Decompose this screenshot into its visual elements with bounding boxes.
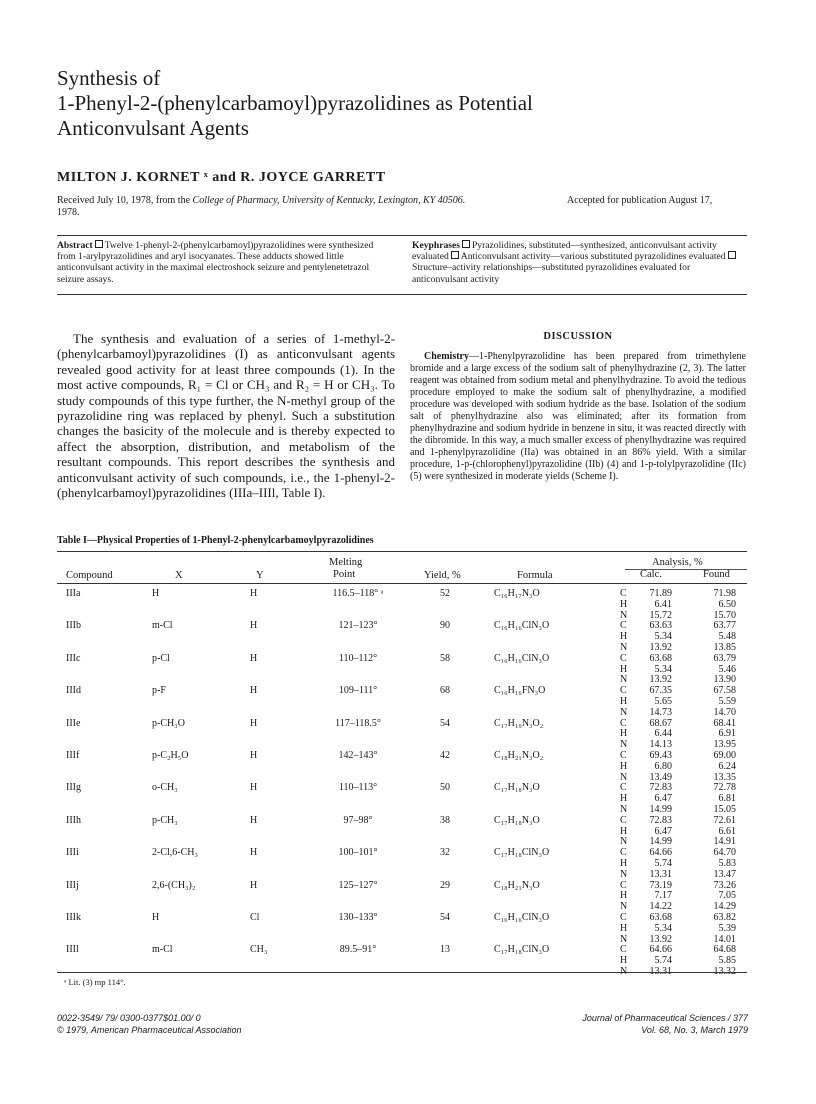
cell-y: H bbox=[250, 685, 258, 697]
cell-found: 13.95 bbox=[713, 739, 736, 751]
cell-x: p-Cl bbox=[152, 652, 170, 664]
cell-calc: 5.74 bbox=[654, 955, 672, 967]
cell-yield: 54 bbox=[440, 912, 450, 923]
cell-calc: 67.35 bbox=[649, 685, 672, 697]
cell-found: 6.61 bbox=[718, 825, 736, 837]
cell-calc: 64.66 bbox=[649, 847, 672, 859]
cell-calc: 14.99 bbox=[649, 804, 672, 815]
cell-x: 2-Cl,6-CH₃ bbox=[152, 847, 198, 859]
cell-calc: 63.63 bbox=[649, 620, 672, 632]
cell-calc: 68.67 bbox=[649, 717, 672, 729]
cell-yield: 29 bbox=[440, 879, 450, 891]
cell-compound: IIIl bbox=[66, 944, 79, 956]
footer-left bbox=[57, 1012, 242, 1036]
cell-found: 5.83 bbox=[718, 858, 736, 869]
cell-y: H bbox=[250, 847, 258, 859]
cell-x: H bbox=[152, 588, 160, 599]
cell-found: 63.77 bbox=[713, 620, 736, 632]
cell-element: C bbox=[620, 944, 627, 956]
cell-element: N bbox=[620, 933, 628, 945]
cell-formula: C₁₆H₁₆ClN₃O bbox=[494, 912, 550, 923]
cell-calc: 72.83 bbox=[649, 814, 672, 826]
col-header-calc: Calc. bbox=[640, 569, 662, 580]
cell-found: 6.24 bbox=[718, 760, 736, 772]
cell-calc: 14.73 bbox=[649, 706, 672, 718]
cell-element: H bbox=[620, 696, 628, 707]
cell-found: 7.05 bbox=[718, 890, 736, 902]
cell-found: 5.59 bbox=[718, 696, 736, 707]
square-bullet-icon bbox=[462, 240, 470, 248]
received-year: 1978. bbox=[57, 207, 80, 218]
cell-compound: IIIi bbox=[66, 847, 79, 859]
cell-element: N bbox=[620, 804, 628, 815]
cell-yield: 68 bbox=[440, 685, 450, 697]
cell-calc: 5.34 bbox=[654, 663, 672, 675]
cell-found: 63.79 bbox=[713, 652, 736, 664]
cell-found: 5.39 bbox=[718, 922, 736, 934]
square-bullet-icon bbox=[728, 251, 736, 259]
cell-element: C bbox=[620, 717, 627, 729]
cell-found: 68.41 bbox=[713, 717, 736, 729]
cell-calc: 6.47 bbox=[654, 793, 672, 805]
title-line-2: 1-Phenyl-2-(phenylcarbamoyl)pyrazolidines as Potential bbox=[57, 91, 533, 115]
cell-found: 5.46 bbox=[718, 663, 736, 675]
cell-x: 2,6-(CH₃)₂ bbox=[152, 879, 196, 891]
cell-yield: 50 bbox=[440, 782, 450, 794]
cell-element: N bbox=[620, 901, 628, 913]
cell-compound: IIIf bbox=[66, 750, 80, 761]
cell-found: 72.78 bbox=[713, 782, 736, 794]
cell-element: H bbox=[620, 631, 628, 643]
col-header-found: Found bbox=[703, 569, 730, 580]
cell-compound: IIId bbox=[66, 685, 81, 697]
square-bullet-icon bbox=[451, 251, 459, 259]
intro-paragraph: The synthesis and evaluation of a series of 1-methyl-2-(phenylcarbamoyl)pyrazolidines (I) as anticonvulsant agents revealed good activity for at least three compounds (1). In the most active compounds, R₁ = Cl or CH₃ and R₂ = H or CH₃. To study compounds of this type further, the N-methyl group of the pyrazolidine ring was replaced by phenyl. Such a substitution changes the basicity of the molecule and is thereby expected to affect the absorption, distribution, and metabolism of the resultant compounds. This report describes the synthesis and anticonvulsant activity of such compounds, i.e., the 1-phenyl-2-(phenylcarbamoyl)pyrazolidines (IIIa–IIIl, Table I). bbox=[57, 331, 395, 501]
cell-found: 14.29 bbox=[713, 901, 736, 913]
abstract bbox=[57, 240, 392, 285]
cell-found: 63.82 bbox=[713, 912, 736, 923]
cell-found: 13.85 bbox=[713, 642, 736, 653]
cell-element: N bbox=[620, 966, 628, 977]
cell-element: N bbox=[620, 836, 628, 848]
keyphrases bbox=[412, 240, 747, 285]
cell-yield: 32 bbox=[440, 847, 450, 859]
cell-element: H bbox=[620, 793, 628, 805]
col-header-melting: Melting bbox=[329, 557, 363, 568]
discussion-text: —1-Phenylpyrazolidine has been prepared from trimethylene bromide and a large excess of the sodium salt of phenylhydrazine (2, 3). The latter reagent was obtained from sodium metal and phenylhydrazine. To avoid the tedious procedure employed to make the sodium salt of phenylhydrazine, a modified procedure was developed with sodium hydride as the base. Isolation of the sodium salt of phenylhydrazine also was eliminated; after its formation from phenylhydrazine and sodium hydride in benzene in situ, it was reacted directly with the dibromide. In this way, a much smaller excess of phenylhydrazine was required and 1-phenylpyrazolidine (IIa) was obtained in an 86% yield. With a similar procedure, 1-p-(chlorophenyl)pyrazolidine (IIb) (4) and 1-p-tolylpyrazolidine (IIc) (5) were synthesized in moderate yields (Scheme I). bbox=[410, 351, 746, 482]
cell-found: 13.47 bbox=[713, 868, 736, 880]
cell-yield: 54 bbox=[440, 717, 450, 729]
cell-formula: C₁₇H₁₈N₃O bbox=[494, 782, 540, 794]
table-header-rule bbox=[57, 583, 747, 584]
cell-formula: C₁₈H₂₁N₃O bbox=[494, 879, 540, 891]
cell-formula: C₁₇H₁₈ClN₃O bbox=[494, 944, 550, 956]
cell-found: 69.00 bbox=[713, 750, 736, 761]
cell-melting-point: 130–133° bbox=[338, 912, 378, 923]
cell-compound: IIIg bbox=[66, 782, 81, 794]
cell-calc: 13.31 bbox=[649, 868, 672, 880]
cell-yield: 90 bbox=[440, 620, 450, 632]
col-header-y: Y bbox=[256, 570, 264, 581]
cell-found: 6.81 bbox=[718, 793, 736, 805]
cell-compound: IIIe bbox=[66, 717, 81, 729]
received-prefix: Received July 10, 1978, from the bbox=[57, 195, 193, 206]
cell-formula: C₁₆H₁₆ClN₃O bbox=[494, 620, 550, 632]
cell-melting-point: 97–98° bbox=[343, 814, 373, 826]
cell-found: 67.58 bbox=[713, 685, 736, 697]
cell-melting-point: 121–123° bbox=[338, 620, 378, 632]
cell-y: H bbox=[250, 782, 258, 794]
cell-calc: 13.92 bbox=[649, 933, 672, 945]
footer-copyright: © 1979, American Pharmaceutical Association bbox=[57, 1025, 242, 1035]
cell-calc: 64.66 bbox=[649, 944, 672, 956]
cell-element: C bbox=[620, 814, 627, 826]
cell-calc: 6.41 bbox=[654, 598, 672, 610]
abstract-text: Twelve 1-phenyl-2-(phenylcarbamoyl)pyrazolidines were synthesized from 1-arylpyrazolidines and aryl isocyanates. These adducts showed little anticonvulsant activity in the maximal electroshock seizure and pentylenetetrazol seizure assays. bbox=[57, 240, 374, 285]
cell-compound: IIIk bbox=[66, 912, 81, 923]
square-bullet-icon bbox=[95, 240, 103, 248]
col-header-x: X bbox=[175, 570, 183, 581]
cell-yield: 38 bbox=[440, 814, 450, 826]
cell-y: CH₃ bbox=[250, 944, 268, 956]
cell-found: 14.70 bbox=[713, 706, 736, 718]
cell-element: C bbox=[620, 652, 627, 664]
cell-formula: C₁₆H₁₆FN₃O bbox=[494, 685, 546, 697]
table-footnote: ᵃ Lit. (3) mp 114°. bbox=[64, 977, 126, 987]
col-header-point: Point bbox=[333, 569, 356, 580]
cell-yield: 42 bbox=[440, 750, 450, 761]
cell-element: H bbox=[620, 858, 628, 869]
cell-yield: 52 bbox=[440, 588, 450, 599]
cell-element: C bbox=[620, 879, 627, 891]
cell-compound: IIIj bbox=[66, 879, 79, 891]
cell-element: H bbox=[620, 728, 628, 740]
cell-found: 71.98 bbox=[713, 588, 736, 599]
table-bottom-rule bbox=[57, 972, 747, 973]
accepted-note: Accepted for publication August 17, bbox=[567, 195, 713, 206]
received-note bbox=[57, 195, 747, 219]
cell-yield: 13 bbox=[440, 944, 450, 956]
cell-element: N bbox=[620, 771, 628, 783]
cell-calc: 13.31 bbox=[649, 966, 672, 977]
cell-x: o-CH₃ bbox=[152, 782, 178, 794]
cell-calc: 5.65 bbox=[654, 696, 672, 707]
keyphrase-1: Pyrazolidines, substituted—synthesized, anticonvulsant activity evaluated bbox=[412, 240, 717, 263]
cell-element: H bbox=[620, 955, 628, 967]
cell-compound: IIIa bbox=[66, 588, 81, 599]
affiliation: College of Pharmacy, University of Kentucky, Lexington, KY 40506. bbox=[192, 195, 466, 206]
cell-calc: 63.68 bbox=[649, 652, 672, 664]
cell-calc: 72.83 bbox=[649, 782, 672, 794]
cell-calc: 13.92 bbox=[649, 674, 672, 686]
cell-formula: C₁₆H₁₆ClN₃O bbox=[494, 652, 550, 664]
cell-x: m-Cl bbox=[152, 620, 173, 632]
cell-x: p-C₂H₅O bbox=[152, 750, 189, 761]
cell-melting-point: 100–101° bbox=[338, 847, 378, 859]
cell-element: N bbox=[620, 706, 628, 718]
cell-element: C bbox=[620, 847, 627, 859]
keyphrase-3: Structure–activity relationships—substituted pyrazolidines evaluated for anticonvulsant activity bbox=[412, 262, 691, 285]
abstract-bottom-rule bbox=[57, 294, 747, 295]
cell-melting-point: 117–118.5° bbox=[335, 717, 381, 729]
cell-calc: 7.17 bbox=[654, 890, 672, 902]
cell-calc: 71.89 bbox=[649, 588, 672, 599]
cell-element: N bbox=[620, 674, 628, 686]
footer-issn: 0022-3549/ 79/ 0300-0377$01.00/ 0 bbox=[57, 1013, 201, 1023]
cell-found: 14.01 bbox=[713, 933, 736, 945]
cell-calc: 6.44 bbox=[654, 728, 672, 740]
col-header-formula: Formula bbox=[517, 570, 553, 581]
cell-found: 5.85 bbox=[718, 955, 736, 967]
cell-x: p-CH₃ bbox=[152, 814, 178, 826]
cell-y: H bbox=[250, 588, 258, 599]
cell-element: C bbox=[620, 620, 627, 632]
cell-x: p-F bbox=[152, 685, 166, 697]
cell-formula: C₁₇H₁₈ClN₃O bbox=[494, 847, 550, 859]
cell-element: C bbox=[620, 912, 627, 923]
cell-found: 73.26 bbox=[713, 879, 736, 891]
cell-element: C bbox=[620, 588, 627, 599]
cell-calc: 14.99 bbox=[649, 836, 672, 848]
cell-calc: 6.47 bbox=[654, 825, 672, 837]
cell-element: C bbox=[620, 750, 627, 761]
footer-journal: Journal of Pharmaceutical Sciences / 377 bbox=[582, 1013, 748, 1023]
cell-calc: 13.92 bbox=[649, 642, 672, 653]
discussion-heading: DISCUSSION bbox=[543, 331, 613, 342]
cell-x: m-Cl bbox=[152, 944, 173, 956]
col-header-analysis: Analysis, % bbox=[652, 557, 703, 568]
cell-y: H bbox=[250, 717, 258, 729]
cell-found: 6.50 bbox=[718, 598, 736, 610]
cell-found: 72.61 bbox=[713, 814, 736, 826]
cell-melting-point: 110–112° bbox=[338, 652, 378, 664]
cell-y: H bbox=[250, 814, 258, 826]
cell-found: 13.90 bbox=[713, 674, 736, 686]
cell-calc: 73.19 bbox=[649, 879, 672, 891]
cell-calc: 5.34 bbox=[654, 631, 672, 643]
cell-y: H bbox=[250, 620, 258, 632]
cell-found: 15.70 bbox=[713, 609, 736, 621]
title-line-3: Anticonvulsant Agents bbox=[57, 116, 249, 140]
cell-compound: IIIh bbox=[66, 814, 81, 826]
cell-found: 15.05 bbox=[713, 804, 736, 815]
footer-right bbox=[548, 1012, 748, 1036]
cell-calc: 6.80 bbox=[654, 760, 672, 772]
cell-found: 14.91 bbox=[713, 836, 736, 848]
footer-volume: Vol. 68, No. 3, March 1979 bbox=[641, 1025, 748, 1035]
cell-element: N bbox=[620, 868, 628, 880]
cell-x: H bbox=[152, 912, 160, 923]
discussion-paragraph bbox=[410, 351, 746, 483]
cell-formula: C₁₇H₁₈N₃O bbox=[494, 814, 540, 826]
cell-melting-point: 142–143° bbox=[338, 750, 378, 761]
cell-found: 13.32 bbox=[713, 966, 736, 977]
cell-element: H bbox=[620, 663, 628, 675]
cell-element: C bbox=[620, 782, 627, 794]
cell-element: C bbox=[620, 685, 627, 697]
cell-element: H bbox=[620, 598, 628, 610]
cell-calc: 14.13 bbox=[649, 739, 672, 751]
table-top-rule bbox=[57, 551, 747, 552]
cell-x: p-CH₃O bbox=[152, 717, 185, 729]
cell-melting-point: 116.5–118° ᵃ bbox=[332, 588, 384, 599]
cell-melting-point: 125–127° bbox=[338, 879, 378, 891]
cell-element: H bbox=[620, 922, 628, 934]
cell-compound: IIIc bbox=[66, 652, 81, 664]
discussion-lead: Chemistry bbox=[424, 351, 469, 362]
cell-calc: 63.68 bbox=[649, 912, 672, 923]
cell-element: N bbox=[620, 642, 628, 653]
cell-melting-point: 110–113° bbox=[338, 782, 378, 794]
cell-compound: IIIb bbox=[66, 620, 81, 632]
title-line-1: Synthesis of bbox=[57, 66, 161, 90]
keyphrase-2: Anticonvulsant activity—various substituted pyrazolidines evaluated bbox=[460, 251, 726, 263]
article-title bbox=[57, 66, 777, 141]
cell-calc: 14.22 bbox=[649, 901, 672, 913]
cell-melting-point: 109–111° bbox=[338, 685, 378, 697]
cell-found: 64.68 bbox=[713, 944, 736, 956]
cell-element: N bbox=[620, 609, 628, 621]
cell-found: 6.91 bbox=[718, 728, 736, 740]
keyphrases-label: Keyphrases bbox=[412, 240, 460, 251]
abstract-label: Abstract bbox=[57, 240, 93, 251]
table-caption: Table I—Physical Properties of 1-Phenyl-2-phenylcarbamoylpyrazolidines bbox=[57, 535, 374, 546]
cell-y: Cl bbox=[250, 912, 260, 923]
abstract-top-rule bbox=[57, 235, 747, 236]
cell-formula: C₁₆H₁₇N₃O bbox=[494, 588, 540, 599]
authors: MILTON J. KORNET ˣ and R. JOYCE GARRETT bbox=[57, 170, 386, 185]
cell-calc: 15.72 bbox=[649, 609, 672, 621]
cell-yield: 58 bbox=[440, 652, 450, 664]
cell-formula: C₁₇H₁₉N₃O₂ bbox=[494, 717, 544, 729]
cell-melting-point: 89.5–91° bbox=[339, 944, 377, 956]
cell-y: H bbox=[250, 879, 258, 891]
cell-element: H bbox=[620, 760, 628, 772]
cell-element: N bbox=[620, 739, 628, 751]
cell-formula: C₁₈H₂₁N₃O₂ bbox=[494, 750, 544, 761]
cell-y: H bbox=[250, 750, 258, 761]
cell-element: H bbox=[620, 890, 628, 902]
cell-found: 5.48 bbox=[718, 631, 736, 643]
cell-calc: 13.49 bbox=[649, 771, 672, 783]
cell-y: H bbox=[250, 652, 258, 664]
cell-found: 13.35 bbox=[713, 771, 736, 783]
cell-found: 64.70 bbox=[713, 847, 736, 859]
cell-element: H bbox=[620, 825, 628, 837]
col-header-yield: Yield, % bbox=[424, 570, 461, 581]
cell-calc: 5.74 bbox=[654, 858, 672, 869]
col-header-compound: Compound bbox=[66, 570, 113, 581]
cell-calc: 5.34 bbox=[654, 922, 672, 934]
cell-calc: 69.43 bbox=[649, 750, 672, 761]
